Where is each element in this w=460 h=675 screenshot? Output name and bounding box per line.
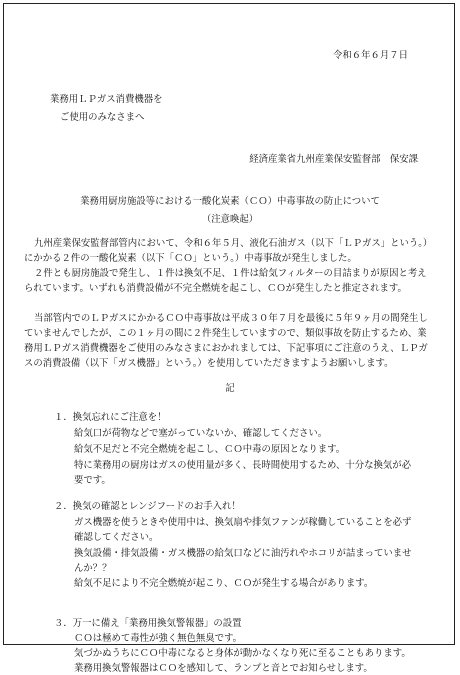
section-2-line: ガス機器を使うときや使用中は、換気扇や排気ファンが稼働していることを必ず xyxy=(74,517,412,528)
section-3-line: 気づかぬうちにＣＯ中毒になると身体が動かなくなり死に至ることもあります。 xyxy=(74,648,411,659)
section-1-line: 特に業務用の厨房はガスの使用量が多く、長時間使用するため、十分な換気が必 xyxy=(74,460,411,471)
body-line: スの消費設備（以下「ガス機器」という。）を使用していただきますようお願いします。 xyxy=(24,358,394,369)
section-1-line: 給気不足だと不完全燃焼を起こし、ＣＯ中毒の原因となります。 xyxy=(74,444,346,455)
section-3-line: ＣＯは極めて毒性が強く無色無臭です。 xyxy=(74,633,243,644)
section-1-line: 要です。 xyxy=(74,475,111,486)
body-line: にかかる２件の一酸化炭素（以下「ＣＯ」という。）中毒事故が発生しました。 xyxy=(24,253,357,264)
addressee-line-1: 業務用ＬＰガス消費機器を xyxy=(50,94,163,105)
section-2-line: んか？？ xyxy=(74,563,112,574)
addressee-line-2: ご使用のみなさまへ xyxy=(60,112,145,123)
section-2-line: 換気設備・排気設備・ガス機器の給気口などに油汚れやホコリが詰まっていませ xyxy=(74,548,412,559)
section-3-line: 業務用換気警報器はＣＯを感知して、ランプと音とでお知らせします。 xyxy=(74,663,373,674)
body-line: 務用ＬＰガス消費機器をご使用のみなさまにおかれましては、下記事項にご注意のうえ、ＬＰガ xyxy=(24,343,428,354)
sender: 経済産業省九州産業保安監督部 保安課 xyxy=(249,154,418,165)
issue-date: 令和６年６月７日 xyxy=(332,50,408,61)
notice-title: 業務用厨房施設等における一酸化炭素（ＣＯ）中毒事故の防止について xyxy=(80,196,380,207)
body-line: ていませんでしたが、この１ヶ月の間に２件発生していますので、類似事故を防止するため、業 xyxy=(24,328,427,339)
notice-page xyxy=(3,3,455,674)
body-line: 九州産業保安監督部管内において、令和６年５月、液化石油ガス（以下「ＬＰガス」という。） xyxy=(34,238,433,249)
section-1-line: 給気口が荷物などで塞がっていないか、確認してください。 xyxy=(74,428,328,439)
body-line: られています。いずれも消費設備が不完全燃焼を起こし、ＣＯが発生したと推定されます。 xyxy=(24,283,407,294)
section-2-heading: ２．換気の確認とレンジフードのお手入れ！ xyxy=(54,501,241,512)
body-line: ２件とも厨房施設で発生し、１件は換気不足、１件は給気フィルターの目詰まりが原因と考え xyxy=(34,268,427,279)
ki-marker: 記 xyxy=(225,383,235,394)
section-2-line: 確認してください。 xyxy=(74,532,159,543)
body-line: 当部管内でのＬＰガスにかかるＣＯ中毒事故は平成３０年７月を最後に５年９ヶ月の間発生し xyxy=(34,313,428,324)
section-2-line: 給気不足により不完全燃焼が起こり、ＣＯが発生する場合があります。 xyxy=(74,578,374,589)
notice-subtitle: （注意喚起） xyxy=(201,214,259,225)
section-3-heading: ３．万一に備え「業務用換気警報器」の設置 xyxy=(54,618,242,629)
section-1-heading: １．換気忘れにご注意を！ xyxy=(54,412,167,423)
